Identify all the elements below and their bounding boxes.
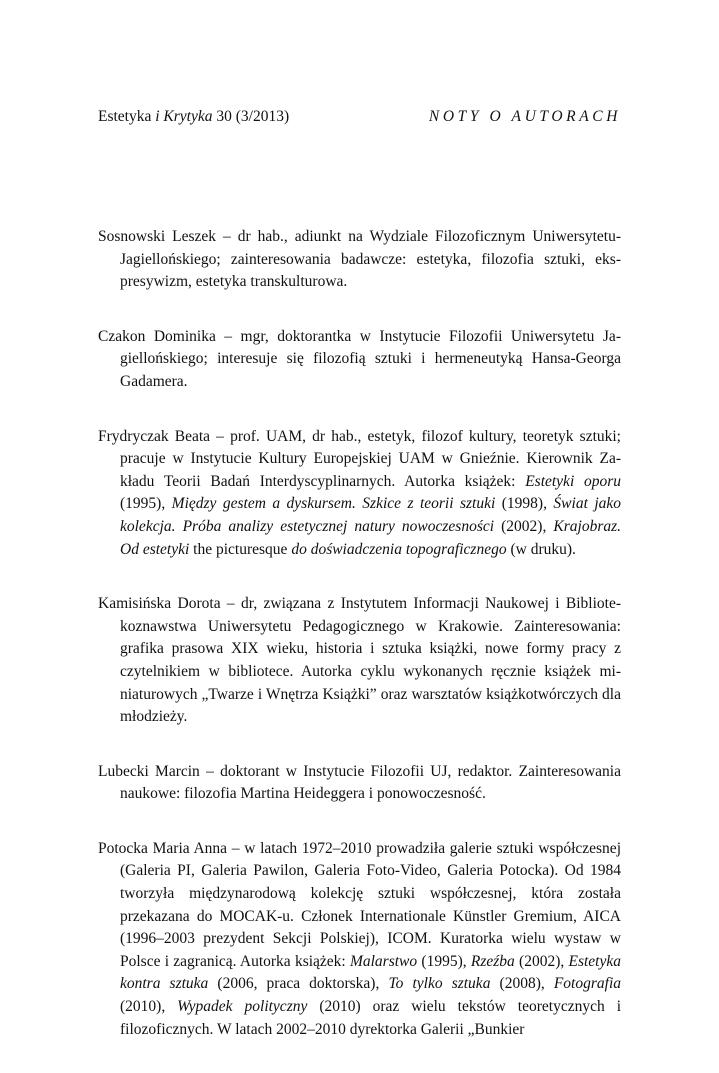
journal-name: Estetyka xyxy=(98,108,152,125)
book-title: Między gestem a dyskursem. Szkice z teorii sztuki xyxy=(171,495,496,513)
note-text: (2002), xyxy=(494,517,554,535)
note-text: Sosnowski Leszek – dr hab., adiunkt na Wydziale Filozoficznym Uniwersytetu-Jagiellońskiego; zainteresowania badawcze: estetyka, filozofia sztuki, ekspresywizm, estetyka transkulturowa. xyxy=(98,228,621,291)
book-title: do doświadczenia topograficznego xyxy=(291,540,507,558)
book-title: Krajobraz. Od estetyki xyxy=(120,517,622,558)
note-text: Czakon Dominika – mgr, doktorantka w Instytucie Filozofii Uniwersytetu Jagiellońskiego; interesuje się filozofią sztuki i hermeneutyką Hansa-Georga Gadamera. xyxy=(98,327,621,390)
note-text: Frydryczak Beata – prof. UAM, dr hab., estetyk, filozof kultury, teoretyk sztuki; pracuje w Instytucie Kultury Europejskiej UAM w Gnieźnie. Kierownik Zakładu Teorii Badań Interdyscyplinarnych. Autorka książek: xyxy=(98,427,621,490)
author-notes-list xyxy=(98,226,621,1073)
book-title: Świat jako kolekcja. Próba analizy estetycznej natury nowoczesności xyxy=(120,495,622,535)
book-title: Wypadek polityczny xyxy=(177,998,308,1016)
note-text: (1995), xyxy=(417,952,471,970)
book-title: Estetyka kontra sztuka xyxy=(120,952,621,993)
note-text: (2010), xyxy=(120,998,178,1016)
book-title: To tylko sztuka xyxy=(388,975,491,993)
section-title: NOTY O AUTORACH xyxy=(428,108,621,125)
note-text: Potocka Maria Anna – w latach 1972–2010 prowadziła galerie sztuki współczesnej (Galeria PI, Galeria Pawilon, Galeria Foto-Video, Galeria Potocka). Od 1984 tworzyła międzynarodową kolekcję sztuki współczesnej, która została przekazana do MOCAK-u. Członek Internationale Künstler Gremium, AICA (1996–2003 prezydent Sekcji Polskiej), ICOM. Kuratorka wielu wystaw w Polsce i zagranicą. Autorka książek: xyxy=(98,839,621,970)
author-note xyxy=(98,593,621,729)
author-note xyxy=(98,426,621,562)
note-text: (2006, praca doktorska), xyxy=(208,975,389,993)
running-header xyxy=(98,106,621,128)
journal-issue: 30 (3/2013) xyxy=(216,108,290,125)
author-note xyxy=(98,226,621,294)
note-text: (2010) oraz wielu tekstów teoretycznych i filozoficznych. W latach 2002–2010 dyrektorka Galerii „Bunkier xyxy=(120,998,622,1038)
note-text: (w druku). xyxy=(506,540,576,558)
journal-citation xyxy=(98,106,289,128)
book-title: Malarstwo xyxy=(349,952,418,970)
note-text: (2008), xyxy=(490,975,554,993)
author-note xyxy=(98,761,621,806)
journal-name-italic: i Krytyka xyxy=(155,108,213,125)
book-title: Rzeźba xyxy=(470,952,515,970)
note-text: the picturesque xyxy=(189,540,292,558)
author-note xyxy=(98,838,621,1041)
book-title: Fotografia xyxy=(553,975,622,993)
note-text: (1998), xyxy=(495,495,554,513)
note-text: Kamisińska Dorota – dr, związana z Instytutem Informacji Naukowej i Bibliotekoznawstwa Uniwersytetu Pedagogicznego w Krakowie. Zainteresowania: grafika prasowa XIX wieku, historia i sztuka książki, nowe formy pracy z czytelnikiem w bibliotece. Autorka cyklu wykonanych ręcznie książek miniaturowych „Twarze i Wnętrza Książki” oraz warsztatów książkotwórczych dla młodzieży. xyxy=(98,595,621,726)
note-text: (1995), xyxy=(120,495,172,513)
note-text: Lubecki Marcin – doktorant w Instytucie Filozofii UJ, redaktor. Zainteresowania naukowe: filozofia Martina Heideggera i ponowoczesność. xyxy=(98,762,621,803)
note-text: (2002), xyxy=(514,952,569,970)
author-note xyxy=(98,326,621,394)
book-title: Estetyki oporu xyxy=(525,472,622,490)
